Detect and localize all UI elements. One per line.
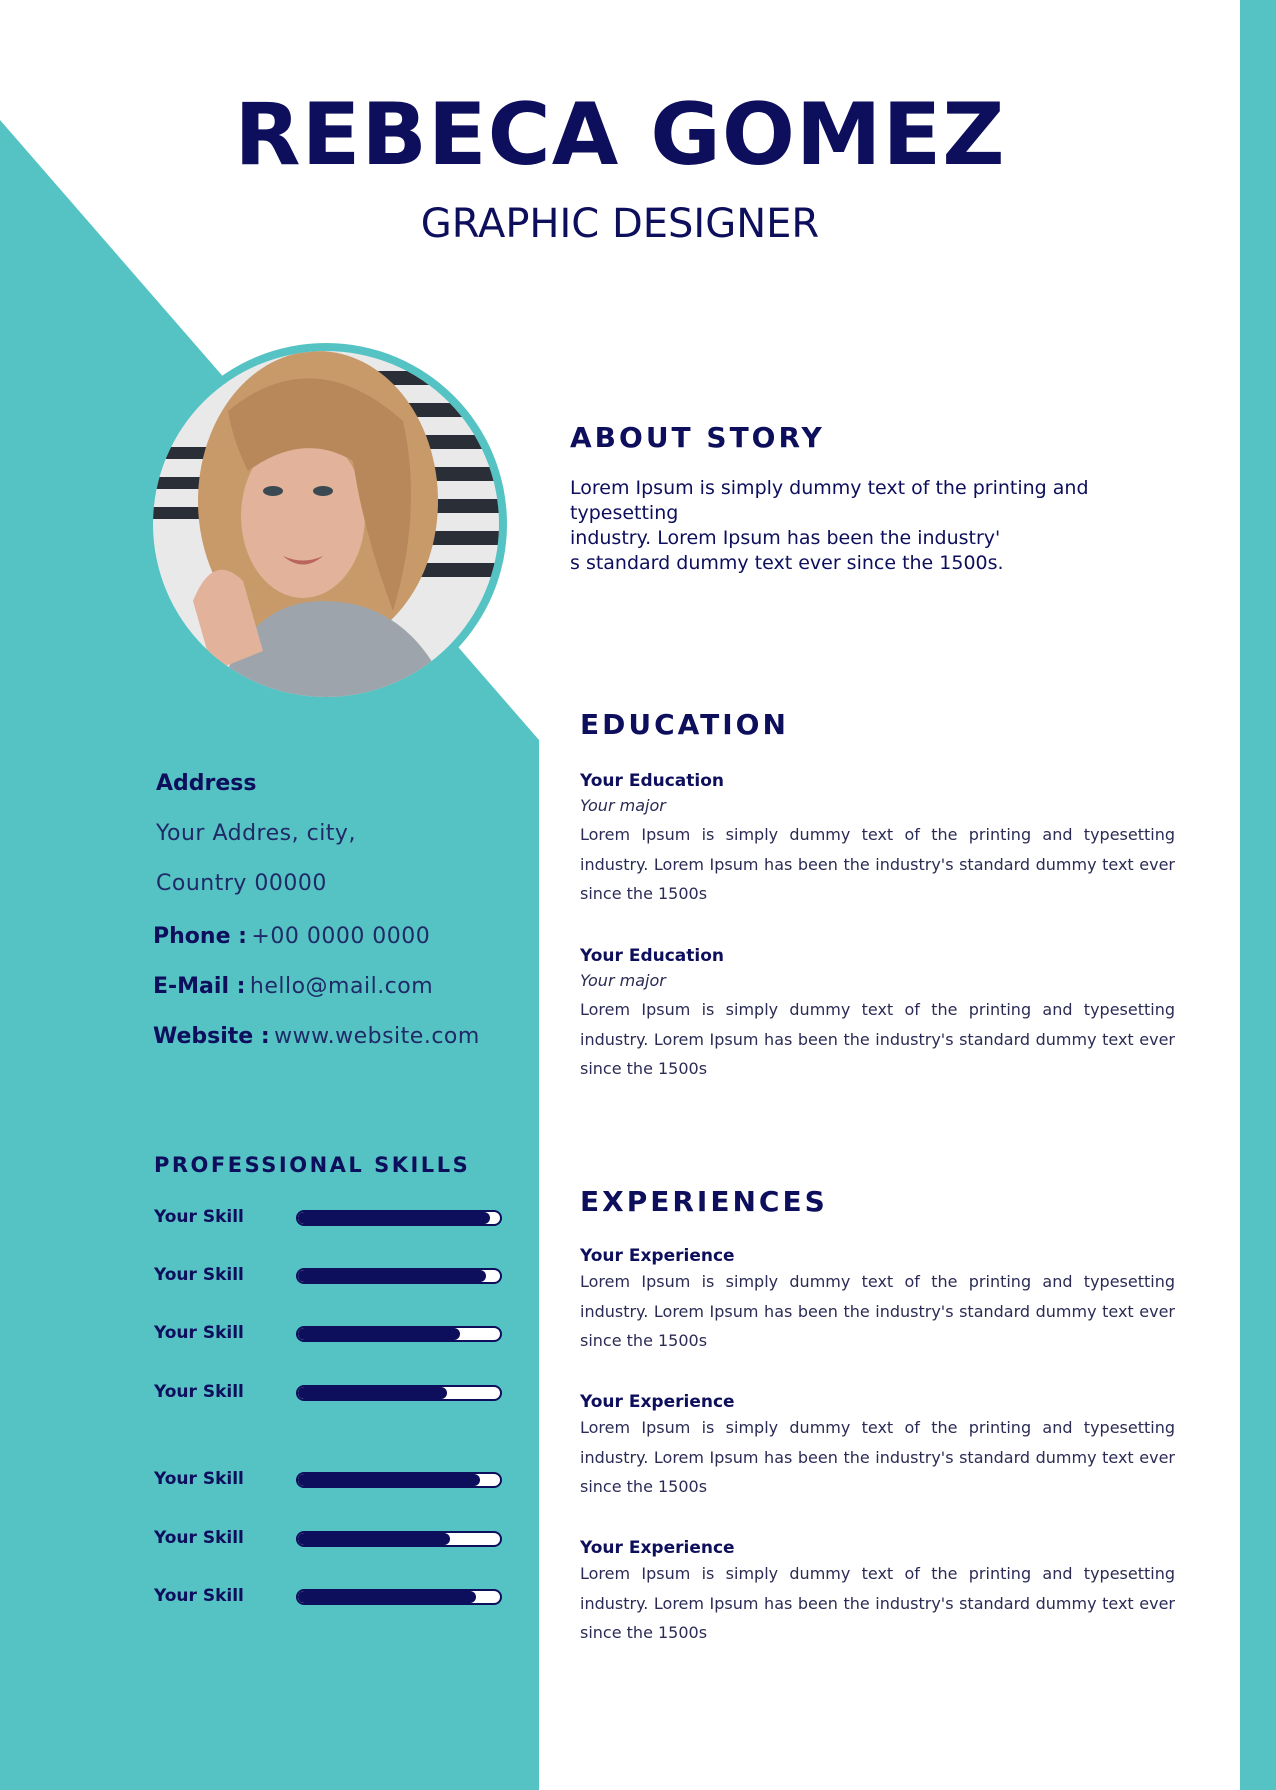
address-line-1: Your Addres, city, (156, 821, 356, 846)
skill-row (154, 1264, 504, 1286)
education-description: Lorem Ipsum is simply dummy text of the printing and typesetting industry. Lorem Ipsum has been the industry's standard dummy text ever since the 1500s (580, 825, 1175, 903)
address-line-2: Country 00000 (156, 871, 327, 896)
skill-row (154, 1322, 504, 1344)
website-label: Website : (153, 1024, 270, 1049)
skill-label: Your Skill (154, 1382, 244, 1402)
skill-bar (296, 1472, 502, 1488)
skill-bar-fill (298, 1212, 490, 1224)
skill-bar-fill (298, 1270, 486, 1282)
education-major: Your major (580, 971, 666, 990)
email-label: E-Mail : (153, 974, 246, 999)
about-line: industry. Lorem Ipsum has been the industry' (570, 527, 1001, 549)
skills-heading: PROFESSIONAL SKILLS (154, 1153, 471, 1177)
experience-entry (580, 1537, 1175, 1648)
profile-photo-image (153, 351, 499, 697)
education-description: Lorem Ipsum is simply dummy text of the printing and typesetting industry. Lorem Ipsum has been the industry's standard dummy text ever since the 1500s (580, 1000, 1175, 1078)
address-label: Address (156, 771, 257, 796)
skill-bar-fill (298, 1591, 476, 1603)
email-row (153, 974, 433, 999)
skill-bar (296, 1268, 502, 1284)
job-title: GRAPHIC DESIGNER (420, 201, 820, 247)
skill-bar-fill (298, 1328, 460, 1340)
skill-row (154, 1527, 504, 1549)
skill-row (154, 1206, 504, 1228)
education-title: Your Education (580, 946, 725, 966)
website-value: www.website.com (274, 1024, 480, 1049)
experience-description: Lorem Ipsum is simply dummy text of the printing and typesetting industry. Lorem Ipsum has been the industry's standard dummy text ever since the 1500s (580, 1418, 1175, 1496)
phone-value: +00 0000 0000 (251, 924, 431, 949)
experiences-heading: EXPERIENCES (580, 1185, 828, 1218)
experience-title: Your Experience (580, 1538, 735, 1558)
education-entry (580, 770, 1175, 909)
experience-entry (580, 1245, 1175, 1356)
website-row (153, 1024, 480, 1049)
about-heading: ABOUT STORY (570, 421, 825, 454)
skill-label: Your Skill (154, 1207, 244, 1227)
education-heading: EDUCATION (580, 708, 789, 741)
skill-row (154, 1468, 504, 1490)
skill-bar (296, 1589, 502, 1605)
about-line: Lorem Ipsum is simply dummy text of the printing and typesetting (570, 477, 1089, 524)
skill-row (154, 1585, 504, 1607)
phone-label: Phone : (153, 924, 247, 949)
phone-row (153, 924, 430, 949)
skill-label: Your Skill (154, 1528, 244, 1548)
education-major: Your major (580, 796, 666, 815)
skill-bar (296, 1326, 502, 1342)
experience-entry (580, 1391, 1175, 1502)
about-line: s standard dummy text ever since the 1500s. (570, 552, 1004, 574)
portrait-illustration (153, 351, 499, 697)
skill-bar (296, 1210, 502, 1226)
skill-bar-fill (298, 1387, 447, 1399)
skill-row (154, 1381, 504, 1403)
education-entry (580, 945, 1175, 1084)
experience-title: Your Experience (580, 1392, 735, 1412)
skill-label: Your Skill (154, 1469, 244, 1489)
education-title: Your Education (580, 771, 725, 791)
skill-label: Your Skill (154, 1323, 244, 1343)
email-value: hello@mail.com (249, 974, 434, 999)
skill-bar (296, 1531, 502, 1547)
profile-photo (145, 343, 507, 705)
skill-bar-fill (298, 1533, 450, 1545)
skill-label: Your Skill (154, 1586, 244, 1606)
skill-bar-fill (298, 1474, 480, 1486)
candidate-name: REBECA GOMEZ (234, 85, 1006, 185)
experience-title: Your Experience (580, 1246, 735, 1266)
skill-bar (296, 1385, 502, 1401)
right-accent-strip (1240, 0, 1276, 1790)
about-text (570, 476, 1190, 576)
experience-description: Lorem Ipsum is simply dummy text of the printing and typesetting industry. Lorem Ipsum has been the industry's standard dummy text ever since the 1500s (580, 1272, 1175, 1350)
skill-label: Your Skill (154, 1265, 244, 1285)
experience-description: Lorem Ipsum is simply dummy text of the printing and typesetting industry. Lorem Ipsum has been the industry's standard dummy text ever since the 1500s (580, 1564, 1175, 1642)
